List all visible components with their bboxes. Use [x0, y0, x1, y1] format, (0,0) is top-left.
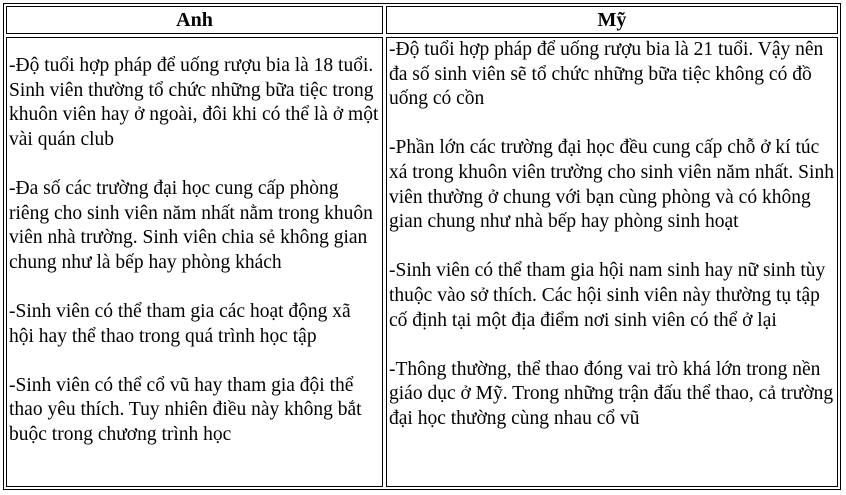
us-paragraph-housing: -Phần lớn các trường đại học đều cung cấp chỗ ở kí túc xá trong khuôn viên trường cho sinh viên năm nhất. Sinh viên thường ở chung với bạn cùng phòng và có không gian chung như nhà bếp hay phòng sinh hoạt [389, 137, 834, 233]
comparison-table [3, 3, 841, 490]
us-column-cell [386, 37, 838, 487]
us-paragraph-fraternities: -Sinh viên có thể tham gia hội nam sinh hay nữ sinh tùy thuộc vào sở thích. Các hội sinh viên này thường tụ tập cố định tại một địa điểm nơi sinh viên có thể ở lại [389, 260, 826, 331]
header-us: Mỹ [386, 6, 838, 34]
uk-paragraph-drinking-age: -Độ tuổi hợp pháp để uống rượu bia là 18 tuổi. Sinh viên thường tổ chức những bữa tiệc trong khuôn viên hay ở ngoài, đôi khi có thể là ở một vài quán club [9, 55, 379, 150]
uk-paragraph-activities: -Sinh viên có thể tham gia các hoạt động xã hội hay thể thao trong quá trình học tập [9, 300, 351, 347]
uk-paragraph-sports: -Sinh viên có thể cổ vũ hay tham gia đội thể thao yêu thích. Tuy nhiên điều này không bắt buộc trong chương trình học [9, 374, 362, 445]
us-paragraph-drinking-age: -Độ tuổi hợp pháp để uống rượu bia là 21 tuổi. Vậy nên đa số sinh viên sẽ tổ chức những bữa tiệc không có đồ uống có cồn [389, 39, 824, 110]
uk-paragraph-housing: -Đa số các trường đại học cung cấp phòng riêng cho sinh viên năm nhất nằm trong khuôn viên nhà trường. Sinh viên chia sẻ không gian chung như là bếp hay phòng khách [9, 177, 373, 273]
header-uk: Anh [6, 6, 383, 34]
us-paragraph-sports: -Thông thường, thể thao đóng vai trò khá lớn trong nền giáo dục ở Mỹ. Trong những trận đấu thể thao, cả trường đại học thường cùng nhau cổ vũ [389, 358, 834, 429]
uk-column-cell [6, 37, 383, 487]
